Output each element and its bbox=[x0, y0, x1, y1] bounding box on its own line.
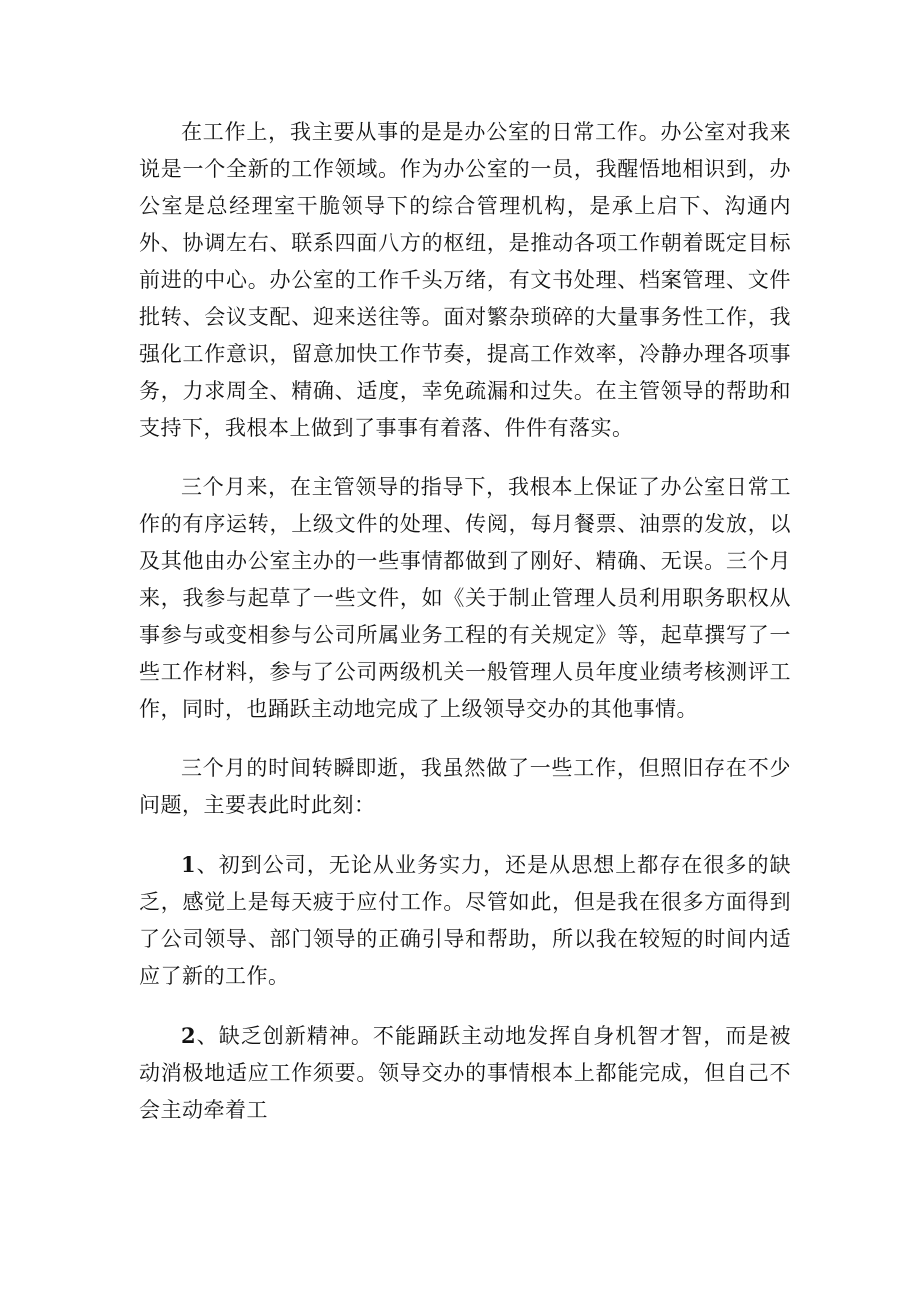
item-number: 1 bbox=[181, 852, 197, 877]
item-number: 2 bbox=[181, 1023, 197, 1048]
document-body bbox=[139, 114, 791, 1151]
paragraph-problems-intro bbox=[139, 750, 791, 824]
paragraph-text: 三个月的时间转瞬即逝，我虽然做了一些工作，但照旧存在不少问题，主要表此时此刻： bbox=[139, 756, 791, 817]
paragraph-item-2 bbox=[139, 1017, 791, 1129]
paragraph-item-1 bbox=[139, 846, 791, 995]
paragraph-work-duties bbox=[139, 114, 791, 447]
paragraph-text: 、初到公司，无论从业务实力，还是从思想上都存在很多的缺乏，感觉上是每天疲于应付工作。尽管如此，但是我在很多方面得到了公司领导、部门领导的正确引导和帮助，所以我在较短的时间内适应了新的工作。 bbox=[139, 853, 791, 988]
paragraph-text: 、缺乏创新精神。不能踊跃主动地发挥自身机智才智，而是被动消极地适应工作须要。领导交办的事情根本上都能完成，但自己不会主动牵着工 bbox=[139, 1024, 791, 1122]
paragraph-text: 三个月来，在主管领导的指导下，我根本上保证了办公室日常工作的有序运转，上级文件的处理、传阅，每月餐票、油票的发放，以及其他由办公室主办的一些事情都做到了刚好、精确、无误。三个月来，我参与起草了一些文件，如《关于制止管理人员利用职务职权从事参与或变相参与公司所属业务工程的有关规定》等，起草撰写了一些工作材料，参与了公司两级机关一般管理人员年度业绩考核测评工作，同时，也踊跃主动地完成了上级领导交办的其他事情。 bbox=[139, 475, 791, 721]
paragraph-three-months bbox=[139, 469, 791, 728]
paragraph-text: 在工作上，我主要从事的是是办公室的日常工作。办公室对我来说是一个全新的工作领域。作为办公室的一员，我醒悟地相识到，办公室是总经理室干脆领导下的综合管理机构，是承上启下、沟通内外、协调左右、联系四面八方的枢纽，是推动各项工作朝着既定目标前进的中心。办公室的工作千头万绪，有文书处理、档案管理、文件批转、会议支配、迎来送往等。面对繁杂琐碎的大量事务性工作，我强化工作意识，留意加快工作节奏，提高工作效率，冷静办理各项事务，力求周全、精确、适度，幸免疏漏和过失。在主管领导的帮助和支持下，我根本上做到了事事有着落、件件有落实。 bbox=[139, 120, 791, 440]
